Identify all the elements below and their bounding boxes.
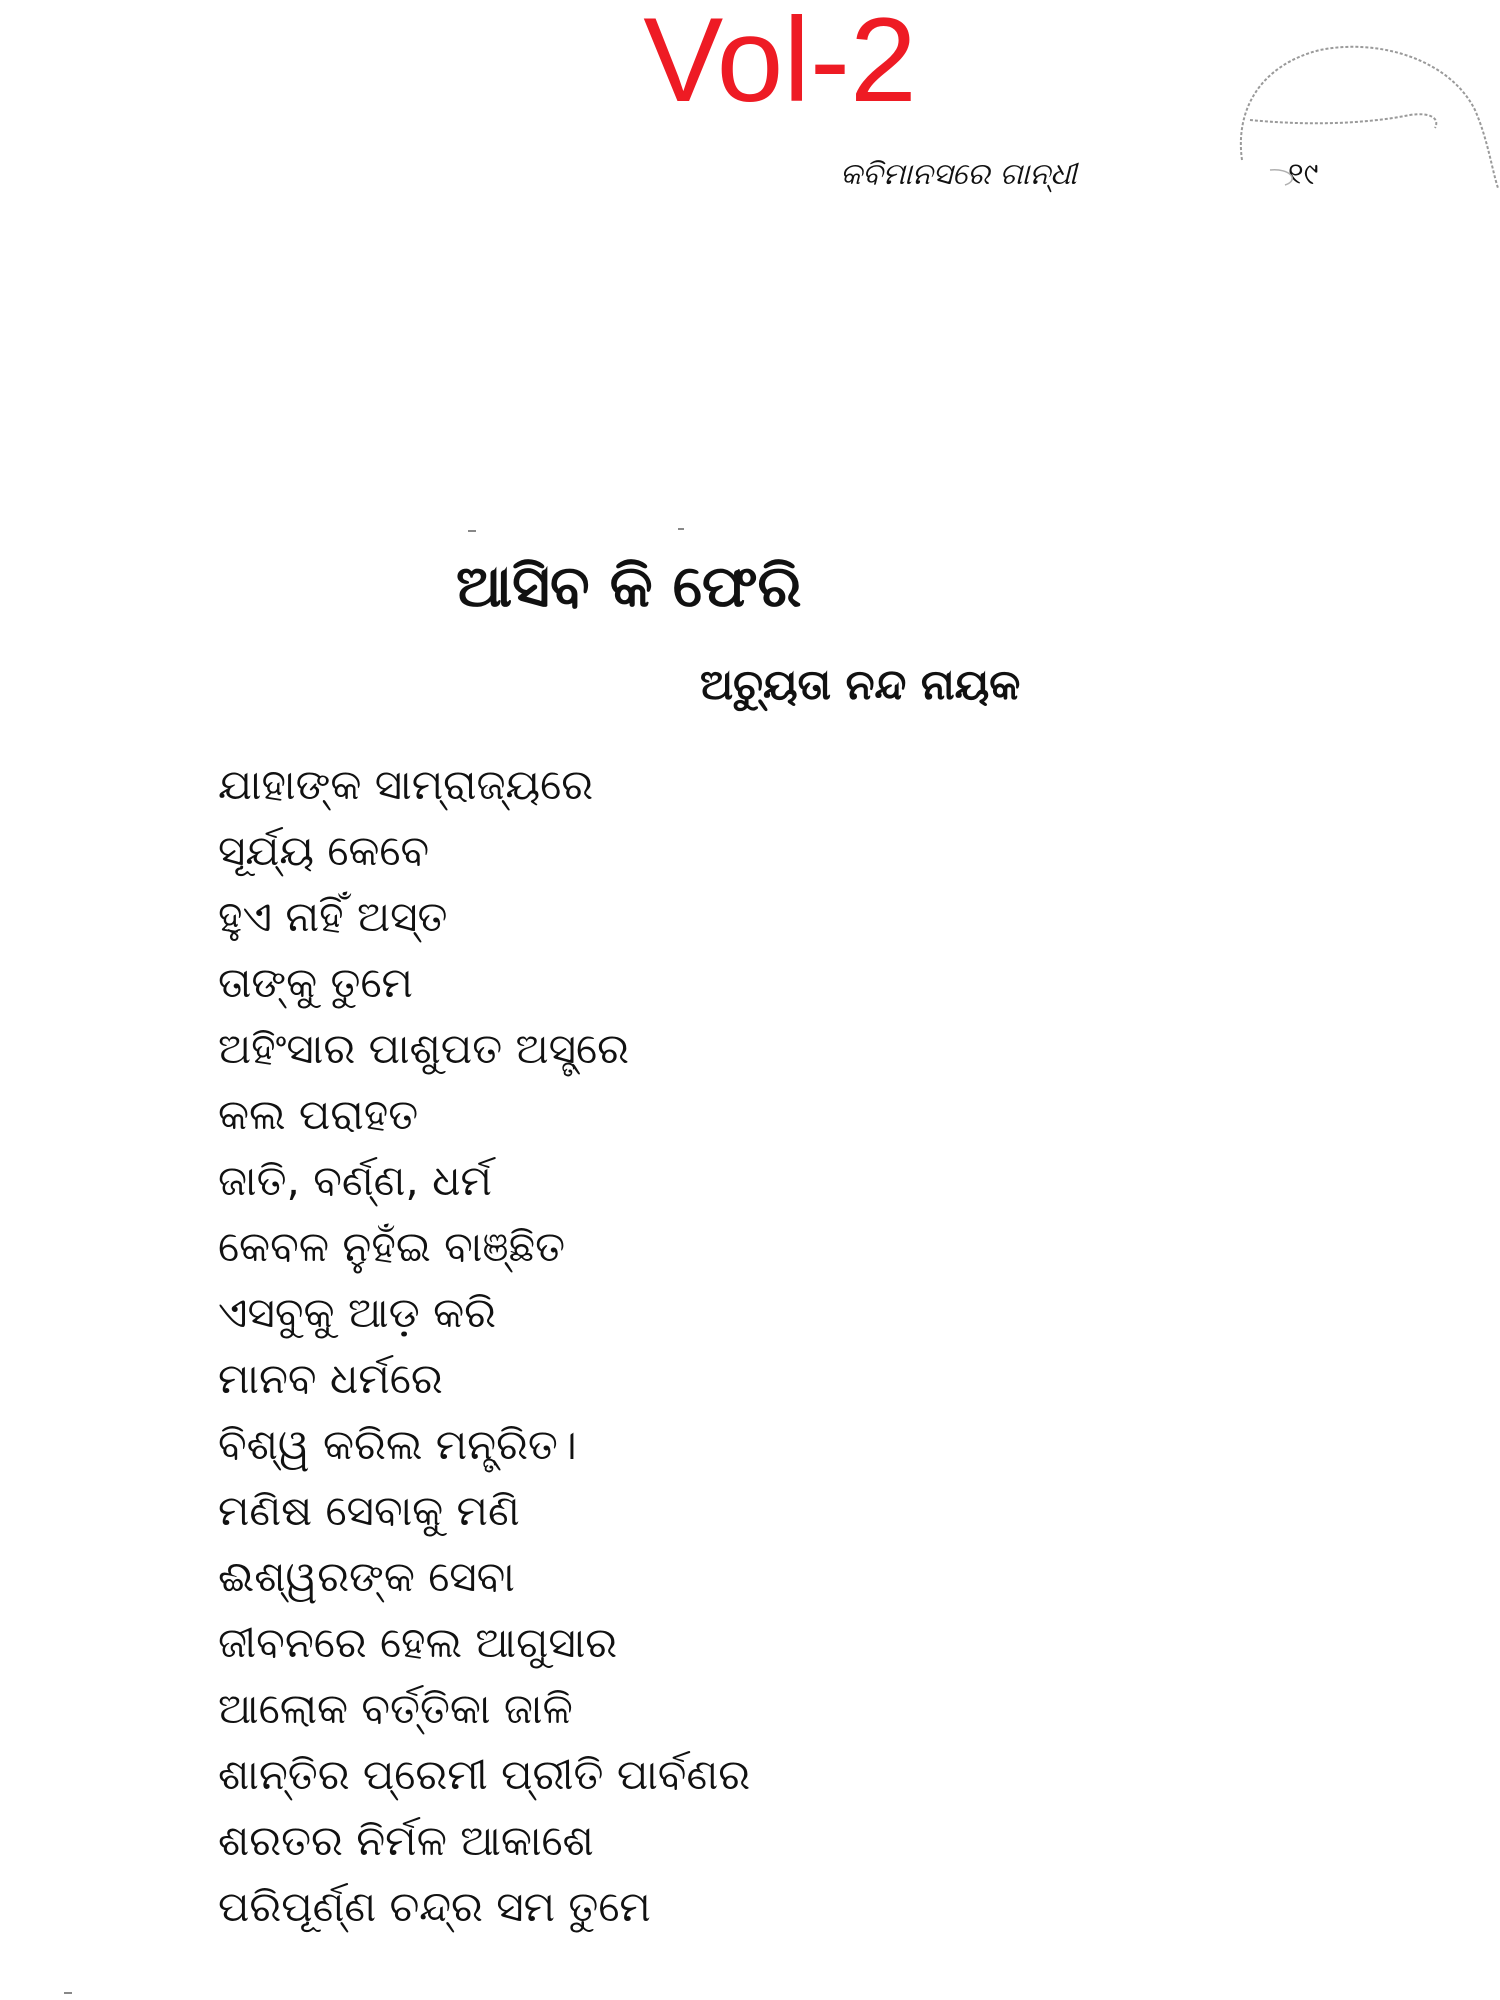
poem-author: ଅଚ୍ୟୁତା ନନ୍ଦ ନାୟକ [700,660,1021,709]
poem-line: ଆଲୋକ ବର୍ତ୍ତିକା ଜାଳି [218,1684,573,1733]
faint-sketch-illustration [1230,20,1500,200]
poem-line: ଜୀବନରେ ହେଲ ଆଗୁସାର [218,1618,618,1667]
volume-label: Vol-2 [643,0,917,127]
page-number: ୧୯ [1288,157,1319,192]
poem-line: ଜାତି, ବର୍ଣ୍ଣ, ଧର୍ମ [218,1156,492,1205]
poem-line: ଅହିଂସାର ପାଶୁପତ ଅସ୍ତ୍ରେ [218,1024,629,1073]
scan-speck [468,530,476,532]
poem-title: ଆସିବ କି ଫେରି [456,552,802,620]
poem-line: ପରିପୂର୍ଣ୍ଣ ଚନ୍ଦ୍ର ସମ ତୁମେ [218,1882,651,1931]
poem-line: ଈଶ୍ୱରଙ୍କ ସେବା [218,1552,515,1601]
poem-line: ମଣିଷ ସେବାକୁ ମଣି [218,1486,520,1535]
scan-speck [64,1992,72,1994]
poem-line: ଏସବୁକୁ ଆଡ଼ କରି [218,1288,496,1337]
poem-line: ହୁଏ ନାହିଁ ଅସ୍ତ [218,892,448,941]
poem-line: କଲ ପରାହତ [218,1090,419,1139]
running-header-title: କବିମାନସରେ ଗାନ୍ଧୀ [840,157,1077,192]
scan-speck [678,528,684,530]
poem-line: ତାଙ୍କୁ ତୁମେ [218,958,413,1007]
poem-line: ସୂର୍ଯ୍ୟ କେବେ [218,826,430,875]
poem-line: ଯାହାଙ୍କ ସାମ୍ରାଜ୍ୟରେ [218,760,594,809]
poem-line: କେବଳ ନୁହଁଇ ବାଞ୍ଛିତ [218,1222,566,1271]
poem-line: ବିଶ୍ୱ କରିଲ ମନ୍ତ୍ରିତ। [218,1420,577,1469]
poem-line: ଶାନ୍ତିର ପ୍ରେମୀ ପ୍ରୀତି ପାର୍ବଣର [218,1750,751,1799]
poem-line: ମାନବ ଧର୍ମରେ [218,1354,443,1403]
poem-body [218,752,750,1940]
poem-line: ଶରତର ନିର୍ମଳ ଆକାଶେ [218,1816,594,1865]
